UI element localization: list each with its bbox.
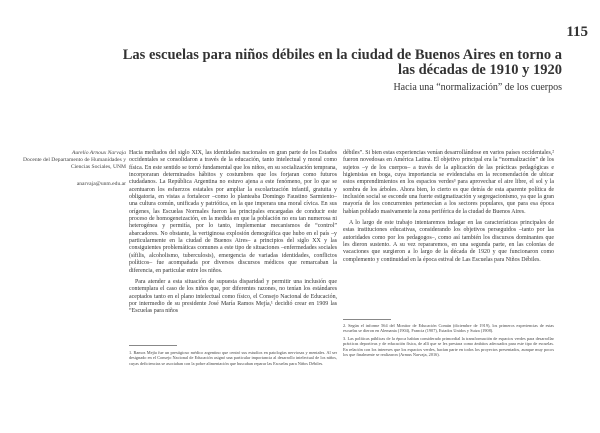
footnotes-left [129,350,337,368]
page-number: 115 [566,24,588,40]
footnote: 3. Las políticas públicas de la época habían considerado primordial la transformación de espacios verdes para desarrollar prácticas deportivas y de educación física, de allí que se les prestara como ámbitos adecuados para este tipo de escuelas. En relación con los intereses que los espacios verdes, hacían parte en todos los proyectos presentados, aunque muy pocos los que finalmente se realizaron (Armus Narvaja, 2016). [343,335,554,358]
footnotes-right [343,323,554,359]
paragraph: A lo largo de este trabajo intentaremos indagar en las características principales de estas instituciones educativas, considerando los objetivos perseguidos –tanto por las autoridades como por los pedagogos–, como así también los discursos dominantes que les dieron sustento. A su vez repararemos, en una segunda parte, en las colonias de vacaciones que surgieron a lo largo de la década de 1920 y que funcionaron como complemento y continuidad en la época estival de Las Escuelas para Niños Débiles. [343,220,554,263]
footnote: 1. Ramos Mejía fue un prestigioso médico argentino que centró sus estudios en patologías nerviosas y mentales. Al ser designado en el Consejo Nacional de Educación asignó una particular importancia al desarrollo intelectual de los niños, cuyas deficiencias se asociaban con la pobre alimentación que buscaban reparar las Escuelas para Niños Débiles. [129,350,337,366]
article-title: Las escuelas para niños débiles en la ciudad de Buenos Aires en torno a las décadas de 1910 y 1920 [122,47,562,78]
body-column-right [343,150,554,264]
paragraph: débiles”. Si bien estas experiencias venían desarrollándose en varios países occidentales,² fueron novedosas en América Latina. El objetivo principal era la “normalización” de los sujetos –y de los cuerpos– a través de la aplicación de las prácticas pedagógicas e higienistas en boga, cuya importancia se evidenciaba en la recomendación de ubicar estos emprendimientos en los espacios verdes³ para aprovechar el aire libre, el sol y la sombra de los árboles. Ahora bien, lo cierto es que detrás de esta aparente política de inclusión social se esconde una fuerte estigmatización y segregacionismo, ya que la gran mayoría de los concurrentes pertenecían a los sectores populares, que para esa época habían poblado masivamente la zona periférica de la ciudad de Buenos Aires. [343,150,554,215]
author-email: anarvaja@unm.edu.ar [76,180,126,187]
paragraph: Hacia mediados del siglo XIX, las identidades nacionales en gran parte de los Estados occidentales se consolidaron a través de la educación, tanto intelectual y moral como física. En este sentido se tornó fundamental que los niños, en su socialización temprana, incorporaran determinados hábitos y costumbres que los forjaran como futuros ciudadanos. La República Argentina no estuvo ajena a este fenómeno, por lo que se acentuaron los esfuerzos estatales por ampliar la escolarización infantil, gratuita y obligatoria, en vistas a fortalecer –como lo planteaba Domingo Faustino Sarmiento– una cultura común, unificada y patriótica, en la que imperara una moral cívica. En sus orígenes, las Escuelas Normales fueron las principales encargadas de conducir este proceso de homogeneización, en la medida en que la población no era tan numerosa ni heterogénea y permitía, por lo tanto, implementar mecanismos de “control” abarcadores. No obstante, la vertiginosa explosión demográfica que hubo en el país –y particularmente en la ciudad de Buenos Aires– a principios del siglo XX y las consiguientes problemáticas comunes a este tipo de situaciones –enfermedades sociales (sífilis, alcoholismo, tuberculosis), emergencia de variadas identidades, conflictos políticos– fue acompañada por diversos discursos médicos que remarcaban la diferencia, en particular entre los niños. [129,150,337,274]
paragraph: Para atender a esta situación de supuesta disparidad y permitir una inclusión que contemplara el caso de los niños que, por diferentes razones, no tenían los estándares aceptados tanto en el plano intelectual como físico, el Consejo Nacional de Educación, por intermedio de su presidente José María Ramos Mejía,¹ decidió crear en 1909 las “Escuelas para niños [129,278,337,315]
footnote: 2. Según el informe 564 del Monitor de Educación Común (diciembre de 1919), los primeros experiencias de estas escuelas se dieron en Alemania (1904), Francia (1907), Estados Unidos y Suiza (1908). [343,323,554,334]
author-affiliation: Docente del Departamento de Humanidades y Ciencias Sociales, UNM [23,157,126,171]
author-name: Aurelio Arnoux Narvaja [71,150,126,156]
footnote-divider [129,345,177,346]
footnote-divider [343,319,391,320]
author-block [16,150,126,188]
body-column-left [129,150,337,316]
article-subtitle: Hacia una “normalización” de los cuerpos [393,82,562,93]
